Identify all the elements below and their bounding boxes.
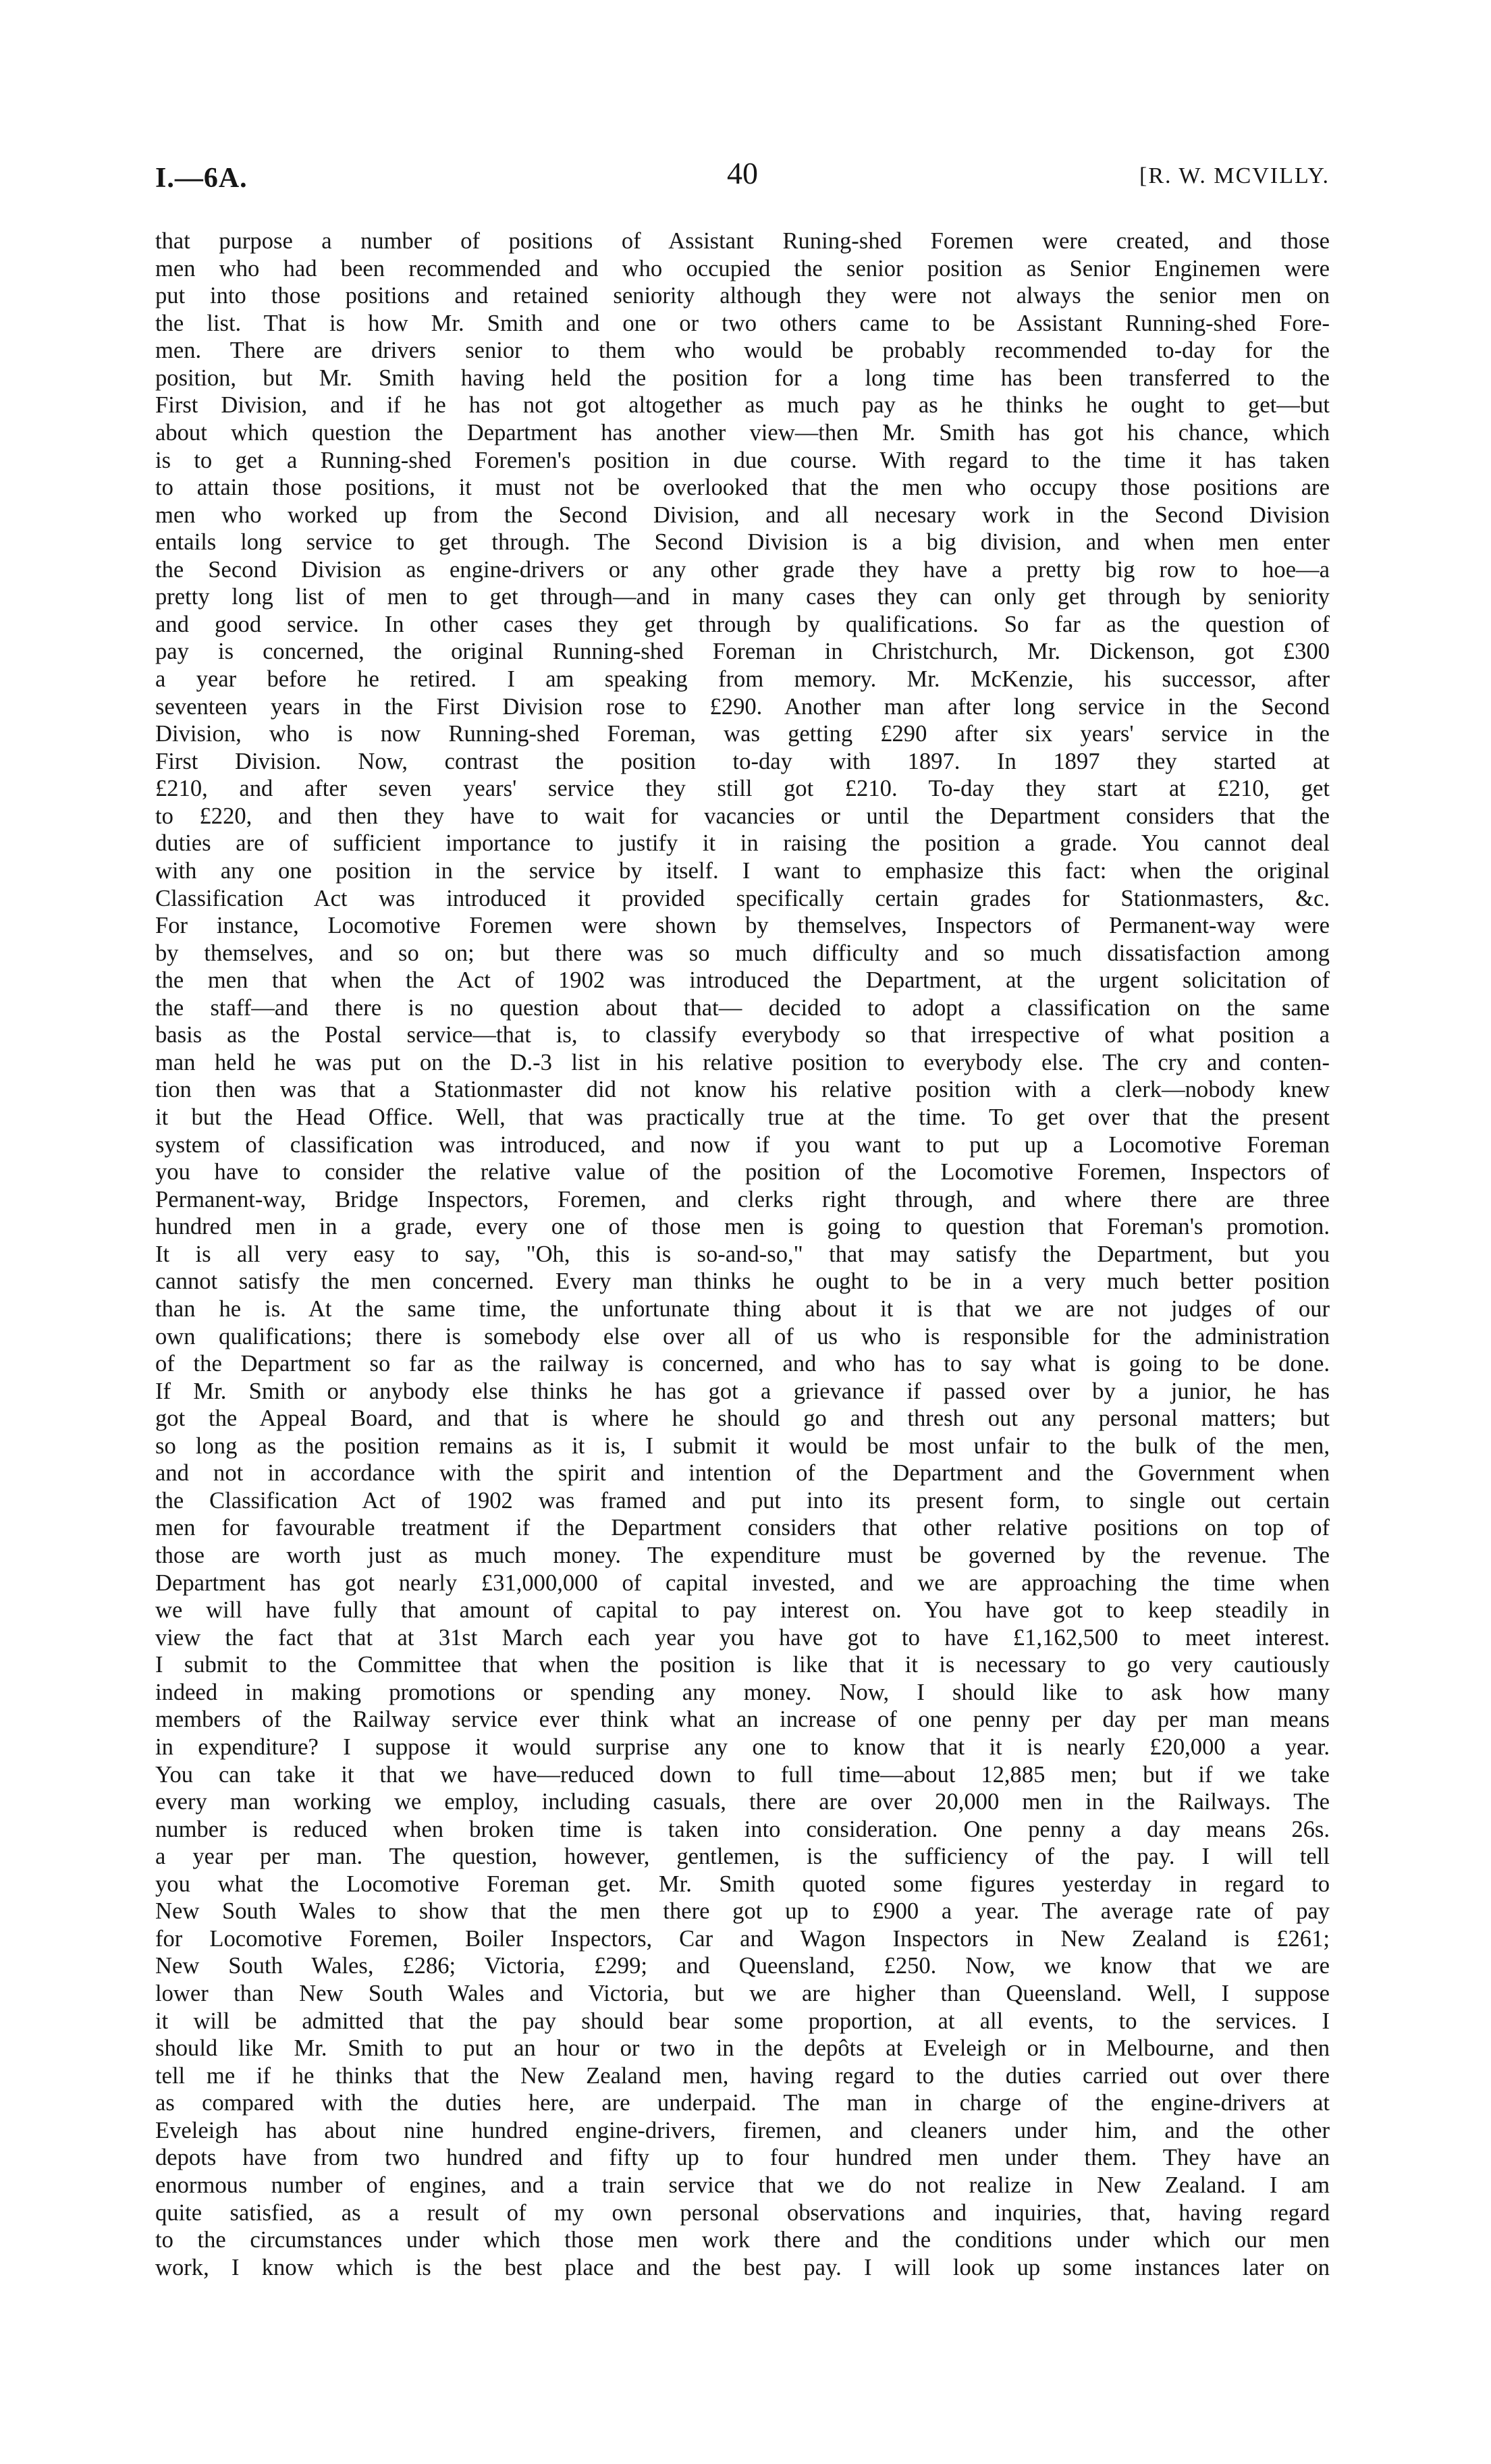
text-line: and not in accordance with the spirit and intention of the Department and the Government when: [155, 1460, 1330, 1487]
text-line: of the Department so far as the railway is concerned, and who has to say what is going to be done.: [155, 1351, 1330, 1377]
text-line: men. There are drivers senior to them who would be probably recommended to-day for the: [155, 338, 1330, 364]
text-line: entails long service to get through. The Second Division is a big division, and when men enter: [155, 529, 1330, 556]
text-line: men who had been recommended and who occupied the senior position as Senior Enginemen were: [155, 255, 1330, 282]
document-reference: I.—6A.: [155, 163, 248, 194]
text-line: tion then was that a Stationmaster did not know his relative position with a clerk—nobody knew: [155, 1077, 1330, 1103]
text-line: depots have from two hundred and fifty up to four hundred men under them. They have an: [155, 2145, 1330, 2171]
text-line: basis as the Postal service—that is, to classify everybody so that irrespective of what position a: [155, 1022, 1330, 1048]
text-line: hundred men in a grade, every one of those men is going to question that Foreman's promotion.: [155, 1214, 1330, 1240]
text-line: to the circumstances under which those men work there and the conditions under which our men: [155, 2227, 1330, 2253]
text-line: Eveleigh has about nine hundred engine-drivers, firemen, and cleaners under him, and the other: [155, 2117, 1330, 2143]
text-line: Division, who is now Running-shed Foreman, was getting £290 after six years' service in the: [155, 721, 1330, 747]
text-line: cannot satisfy the men concerned. Every man thinks he ought to be in a very much better position: [155, 1268, 1330, 1295]
text-line: indeed in making promotions or spending any money. Now, I should like to ask how many: [155, 1679, 1330, 1705]
text-line: members of the Railway service ever think what an increase of one penny per day per man means: [155, 1707, 1330, 1733]
text-line: First Division, and if he has not got altogether as much pay as he thinks he ought to get—but: [155, 392, 1330, 419]
text-line: men for favourable treatment if the Department considers that other relative positions on top of: [155, 1515, 1330, 1541]
text-line: lower than New South Wales and Victoria, but we are higher than Queensland. Well, I suppose: [155, 1981, 1330, 2006]
text-line: Department has got nearly £31,000,000 of capital invested, and we are approaching the time when: [155, 1570, 1330, 1596]
text-line: it but the Head Office. Well, that was practically true at the time. To get over that the present: [155, 1104, 1330, 1130]
speaker-name: [R. W. MCVILLY.: [1139, 163, 1330, 188]
text-line: man held he was put on the D.-3 list in his relative position to everybody else. The cry and conten-: [155, 1049, 1330, 1075]
text-line: should like Mr. Smith to put an hour or two in the depôts at Eveleigh or in Melbourne, and then: [155, 2035, 1330, 2062]
text-line: First Division. Now, contrast the position to-day with 1897. In 1897 they started at: [155, 748, 1330, 774]
text-line: Permanent-way, Bridge Inspectors, Foremen, and clerks right through, and where there are three: [155, 1186, 1330, 1212]
text-line: quite satisfied, as a result of my own personal observations and inquiries, that, having regard: [155, 2199, 1330, 2226]
text-line: to attain those positions, it must not be overlooked that the men who occupy those positions are: [155, 475, 1330, 501]
text-line: pretty long list of men to get through—and in many cases they can only get through by seniority: [155, 584, 1330, 610]
text-line: and good service. In other cases they get through by qualifications. So far as the question of: [155, 611, 1330, 637]
text-line: duties are of sufficient importance to justify it in raising the position a grade. You cannot deal: [155, 830, 1330, 857]
text-line: men who worked up from the Second Division, and all necesary work in the Second Division: [155, 502, 1330, 528]
text-line: to £220, and then they have to wait for vacancies or until the Department considers that the: [155, 803, 1330, 829]
text-line: tell me if he thinks that the New Zealand men, having regard to the duties carried out over there: [155, 2062, 1330, 2089]
text-line: work, I know which is the best place and the best pay. I will look up some instances later on: [155, 2254, 1330, 2280]
text-line: pay is concerned, the original Running-shed Foreman in Christchurch, Mr. Dickenson, got £300: [155, 639, 1330, 665]
text-line: as compared with the duties here, are underpaid. The man in charge of the engine-drivers at: [155, 2090, 1330, 2116]
text-line: the Second Division as engine-drivers or any other grade they have a pretty big row to hoe—a: [155, 556, 1330, 583]
text-line: is to get a Running-shed Foremen's position in due course. With regard to the time it has taken: [155, 447, 1330, 473]
text-line: the list. That is how Mr. Smith and one or two others came to be Assistant Running-shed Fore-: [155, 310, 1330, 336]
text-line: about which question the Department has another view—then Mr. Smith has got his chance, which: [155, 419, 1330, 446]
text-line: got the Appeal Board, and that is where he should go and thresh out any personal matters; but: [155, 1405, 1330, 1432]
text-line: we will have fully that amount of capital to pay interest on. You have got to keep steadily in: [155, 1597, 1330, 1624]
text-line: a year per man. The question, however, gentlemen, is the sufficiency of the pay. I will tell: [155, 1844, 1330, 1870]
text-line: New South Wales, £286; Victoria, £299; and Queensland, £250. Now, we know that we are: [155, 1953, 1330, 1979]
text-line: than he is. At the same time, the unfortunate thing about it is that we are not judges of our: [155, 1295, 1330, 1322]
text-line: for Locomotive Foremen, Boiler Inspectors, Car and Wagon Inspectors in New Zealand is £261;: [155, 1925, 1330, 1952]
text-line: with any one position in the service by itself. I want to emphasize this fact: when the original: [155, 857, 1330, 884]
text-line: I submit to the Committee that when the position is like that it is necessary to go very cautiously: [155, 1652, 1330, 1678]
text-line: a year before he retired. I am speaking from memory. Mr. McKenzie, his successor, after: [155, 666, 1330, 692]
text-line: put into those positions and retained seniority although they were not always the senior men on: [155, 283, 1330, 309]
text-line: you what the Locomotive Foreman get. Mr. Smith quoted some figures yesterday in regard to: [155, 1871, 1330, 1897]
text-line: Classification Act was introduced it provided specifically certain grades for Stationmasters, &c.: [155, 885, 1330, 911]
text-line: view the fact that at 31st March each year you have got to have £1,162,500 to meet interest.: [155, 1624, 1330, 1651]
text-line: You can take it that we have—reduced down to full time—about 12,885 men; but if we take: [155, 1761, 1330, 1788]
text-line: those are worth just as much money. The expenditure must be governed by the revenue. The: [155, 1543, 1330, 1568]
text-line: in expenditure? I suppose it would surprise any one to know that it is nearly £20,000 a year.: [155, 1734, 1330, 1760]
text-line: number is reduced when broken time is taken into consideration. One penny a day means 26s.: [155, 1816, 1330, 1842]
text-line: own qualifications; there is somebody else over all of us who is responsible for the administration: [155, 1323, 1330, 1349]
text-line: If Mr. Smith or anybody else thinks he has got a grievance if passed over by a junior, he has: [155, 1378, 1330, 1404]
body-text: [155, 227, 1330, 2281]
text-line: New South Wales to show that the men there got up to £900 a year. The average rate of pay: [155, 1898, 1330, 1925]
page-header: [155, 155, 1330, 203]
text-line: position, but Mr. Smith having held the position for a long time has been transferred to the: [155, 365, 1330, 391]
text-line: the men that when the Act of 1902 was introduced the Department, at the urgent solicitation of: [155, 967, 1330, 994]
text-line: seventeen years in the First Division rose to £290. Another man after long service in the Second: [155, 693, 1330, 720]
text-line: the Classification Act of 1902 was framed and put into its present form, to single out certain: [155, 1487, 1330, 1514]
text-line: it will be admitted that the pay should bear some proportion, at all events, to the services. I: [155, 2008, 1330, 2034]
text-line: It is all very easy to say, "Oh, this is so-and-so," that may satisfy the Department, but you: [155, 1241, 1330, 1267]
text-line: so long as the position remains as it is, I submit it would be most unfair to the bulk of the men,: [155, 1432, 1330, 1459]
text-line: every man working we employ, including casuals, there are over 20,000 men in the Railways. The: [155, 1789, 1330, 1815]
text-line: that purpose a number of positions of Assistant Runing-shed Foremen were created, and those: [155, 228, 1330, 254]
text-line: by themselves, and so on; but there was so much difficulty and so much dissatisfaction among: [155, 940, 1330, 966]
text-line: system of classification was introduced, and now if you want to put up a Locomotive Foreman: [155, 1131, 1330, 1158]
text-line: the staff—and there is no question about that— decided to adopt a classification on the same: [155, 994, 1330, 1021]
text-line: enormous number of engines, and a train service that we do not realize in New Zealand. I am: [155, 2172, 1330, 2198]
page-number: 40: [727, 156, 758, 190]
text-line: For instance, Locomotive Foremen were shown by themselves, Inspectors of Permanent-way were: [155, 913, 1330, 939]
text-line: £210, and after seven years' service they still got £210. To-day they start at £210, get: [155, 776, 1330, 802]
text-line: you have to consider the relative value of the position of the Locomotive Foremen, Inspectors of: [155, 1159, 1330, 1185]
